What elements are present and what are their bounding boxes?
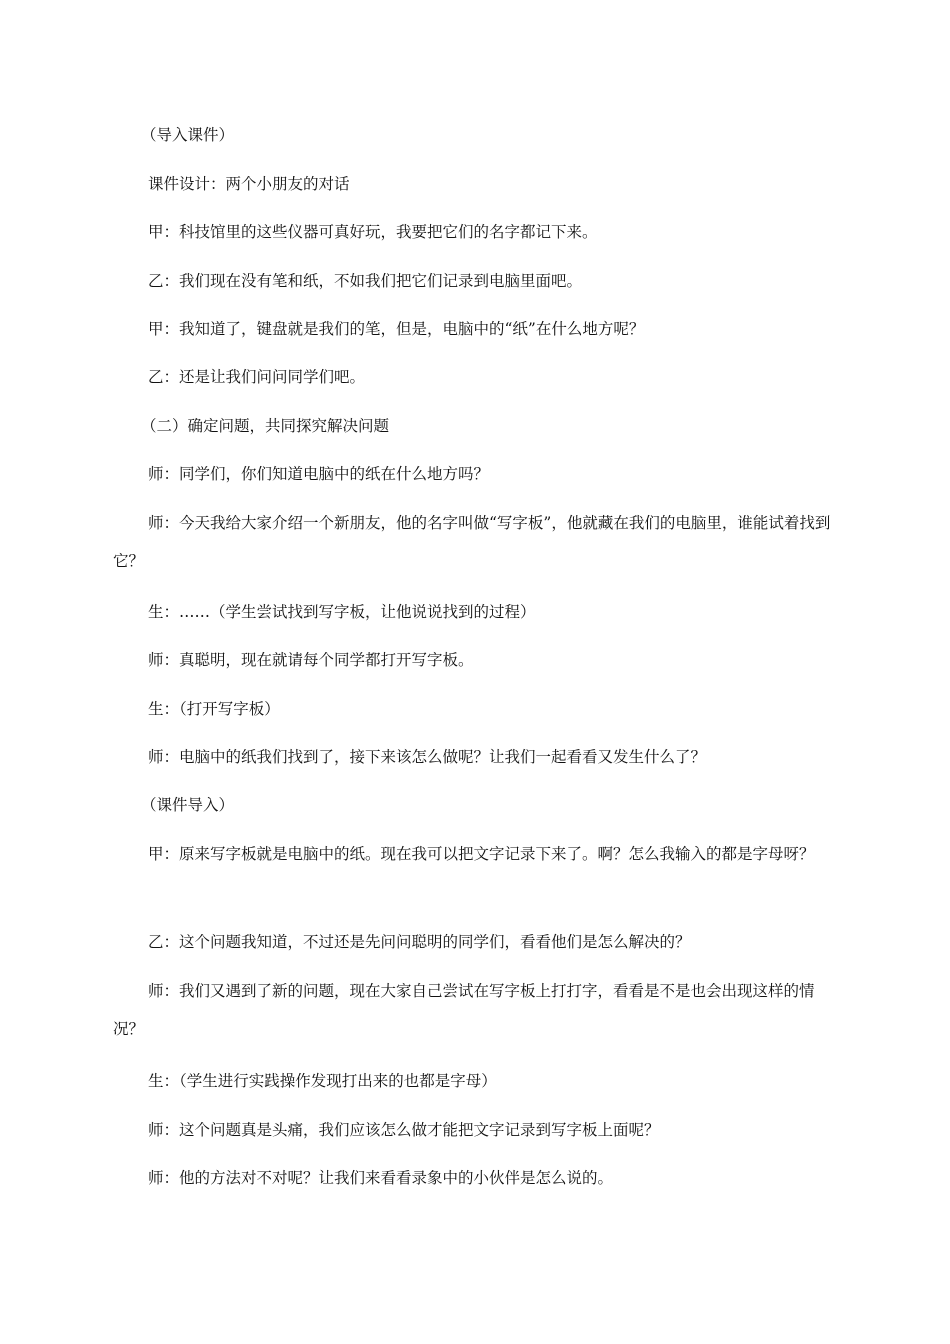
paragraph-dialogue: 生：……（学生尝试找到写字板，让他说说找到的过程）	[148, 603, 536, 621]
paragraph-dialogue: 师：真聪明，现在就请每个同学都打开写字板。	[148, 651, 474, 669]
paragraph-dialogue: 师：我们又遇到了新的问题，现在大家自己尝试在写字板上打打字，看看是不是也会出现这样的情况？	[113, 982, 815, 1038]
paragraph-dialogue: 师：今天我给大家介绍一个新朋友，他的名字叫做“写字板”，他就藏在我们的电脑里，谁能试着找到它？	[113, 514, 831, 570]
paragraph-dialogue: 师：这个问题真是头痛，我们应该怎么做才能把文字记录到写字板上面呢？	[148, 1121, 660, 1139]
paragraph-dialogue: 乙：我们现在没有笔和纸，不如我们把它们记录到电脑里面吧。	[148, 272, 583, 290]
paragraph-dialogue: 生：（打开写字板）	[148, 700, 280, 718]
paragraph-dialogue: 乙：这个问题我知道，不过还是先问问聪明的同学们，看看他们是怎么解决的？	[148, 933, 691, 951]
paragraph-courseware-intro: （课件导入）	[141, 796, 235, 814]
paragraph-dialogue: 生：（学生进行实践操作发现打出来的也都是字母）	[148, 1072, 497, 1090]
section-heading: （二）确定问题，共同探究解决问题	[141, 417, 390, 435]
paragraph-dialogue: 师：他的方法对不对呢？让我们来看看录象中的小伙伴是怎么说的。	[148, 1169, 614, 1187]
paragraph-dialogue: 师：电脑中的纸我们找到了，接下来该怎么做呢？让我们一起看看又发生什么了？	[148, 748, 707, 766]
paragraph-courseware-intro: （导入课件）	[141, 126, 235, 144]
paragraph-dialogue: 甲：我知道了，键盘就是我们的笔，但是，电脑中的“纸”在什么地方呢？	[148, 320, 645, 338]
paragraph-dialogue: 甲：科技馆里的这些仪器可真好玩，我要把它们的名字都记下来。	[148, 223, 598, 241]
paragraph-courseware-design: 课件设计：两个小朋友的对话	[148, 175, 350, 193]
paragraph-dialogue: 师：同学们，你们知道电脑中的纸在什么地方吗？	[148, 465, 490, 483]
paragraph-dialogue: 甲：原来写字板就是电脑中的纸。现在我可以把文字记录下来了。啊？怎么我输入的都是字母呀？	[148, 845, 815, 863]
paragraph-dialogue: 乙：还是让我们问问同学们吧。	[148, 368, 366, 386]
